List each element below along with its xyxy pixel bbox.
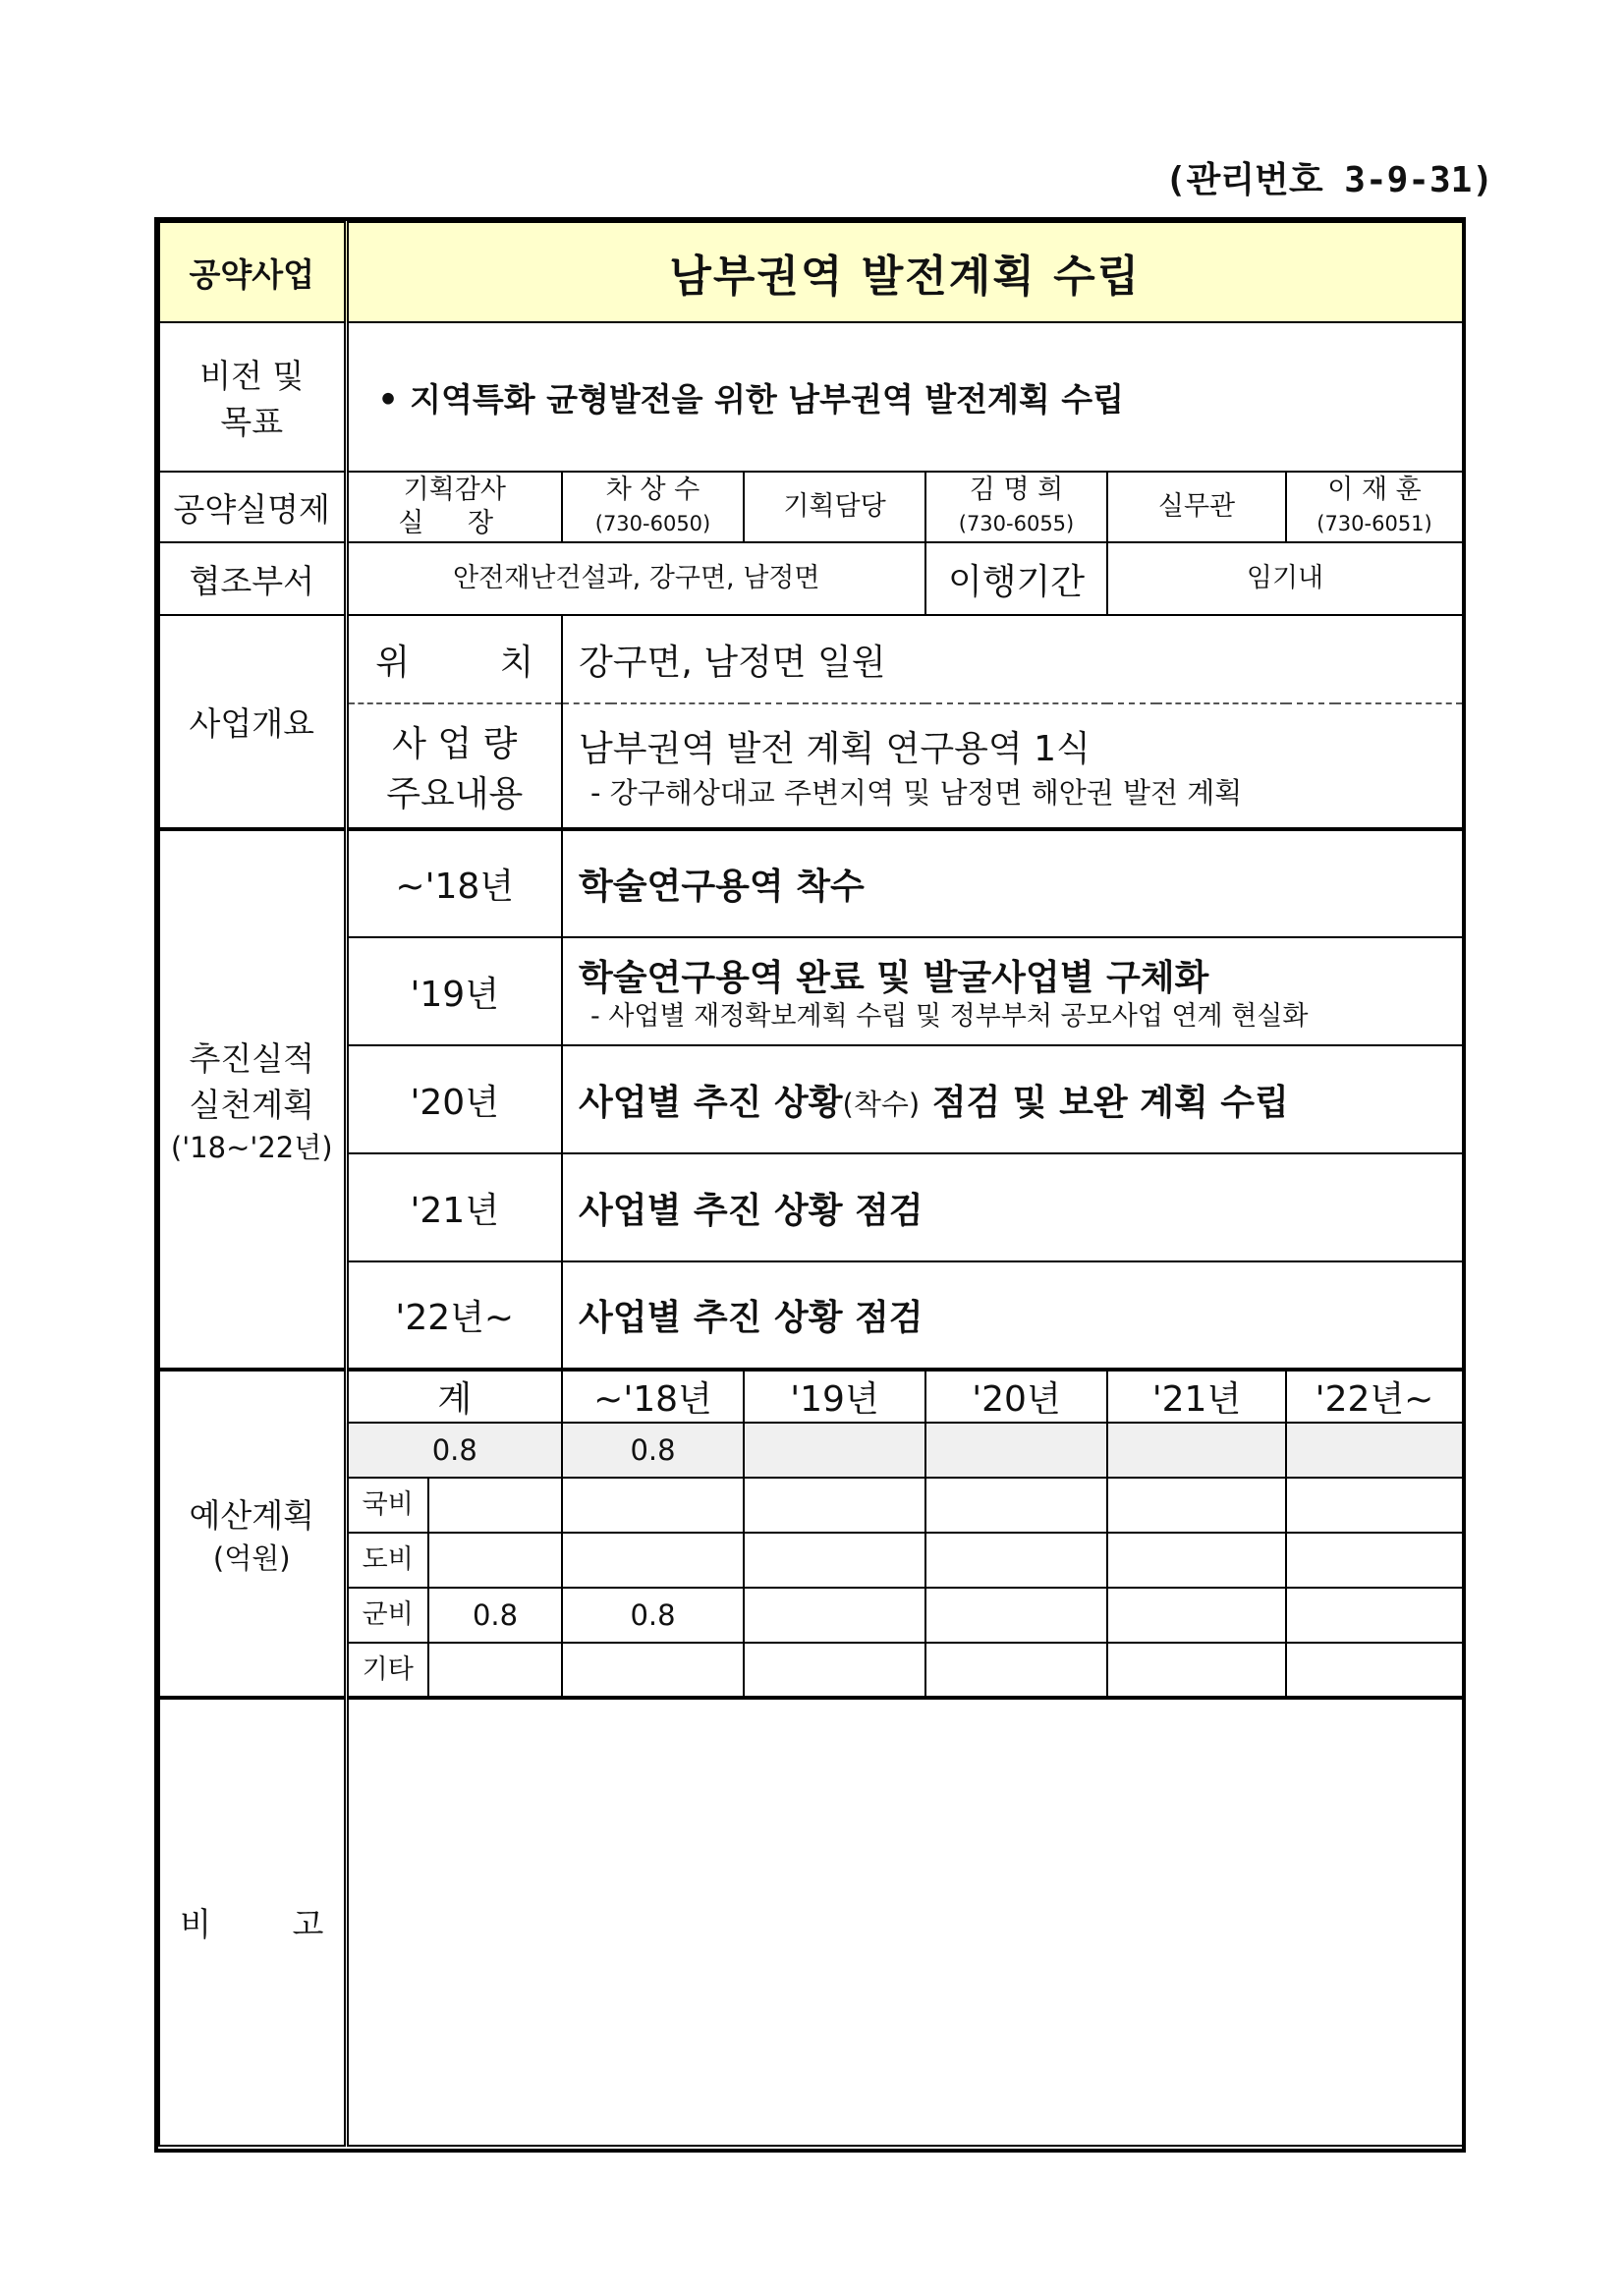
budget-header: ~'18년 <box>562 1370 744 1423</box>
budget-y22 <box>1286 1643 1463 1698</box>
scope-label <box>346 703 562 829</box>
budget-label-line1: 예산계획 <box>189 1496 314 1535</box>
responsibility-label: 공약실명제 <box>159 472 346 542</box>
budget-header: 계 <box>346 1370 562 1423</box>
progress-text <box>562 937 1463 1045</box>
manager-contact <box>562 472 744 542</box>
progress-year: ~'18년 <box>346 829 562 937</box>
progress-text-b: (착수) <box>842 1087 921 1121</box>
budget-total-sum: 0.8 <box>346 1423 562 1478</box>
overview-label: 사업개요 <box>159 615 346 829</box>
vision-label-line1: 비전 및 <box>199 357 305 395</box>
manager-title <box>346 472 562 542</box>
budget-y22 <box>1286 1478 1463 1533</box>
staff-contact <box>1286 472 1463 542</box>
budget-y20 <box>925 1588 1107 1643</box>
progress-year: '22년~ <box>346 1261 562 1370</box>
officer-name: 김 명 희 <box>969 475 1064 505</box>
staff-phone: (730-6051) <box>1316 512 1432 535</box>
budget-header: '19년 <box>744 1370 925 1423</box>
location-value: 강구면, 남정면 일원 <box>562 615 1463 703</box>
budget-y18 <box>562 1478 744 1533</box>
officer-contact <box>925 472 1107 542</box>
scope-value <box>562 703 1463 829</box>
progress-year: '20년 <box>346 1045 562 1153</box>
pledge-label: 공약사업 <box>159 222 346 322</box>
manager-phone: (730-6050) <box>594 512 711 535</box>
progress-year: '21년 <box>346 1153 562 1261</box>
budget-y22 <box>1286 1588 1463 1643</box>
progress-main-text: 학술연구용역 완료 및 발굴사업별 구체화 <box>579 957 1209 998</box>
scope-label-line2: 주요내용 <box>386 773 524 814</box>
cooperation-label: 협조부서 <box>159 542 346 615</box>
pledge-form <box>154 217 1466 2153</box>
budget-total-y22 <box>1286 1423 1463 1478</box>
scope-detail: - 강구해상대교 주변지역 및 남정면 해안권 발전 계획 <box>590 775 1243 810</box>
progress-text: 사업별 추진 상황 점검 <box>562 1261 1463 1370</box>
vision-label <box>159 322 346 472</box>
budget-total-y21 <box>1107 1423 1286 1478</box>
budget-source: 도비 <box>346 1533 428 1588</box>
budget-header: '22년~ <box>1286 1370 1463 1423</box>
remarks-content <box>346 1698 1463 2146</box>
budget-y19 <box>744 1478 925 1533</box>
budget-total-y20 <box>925 1423 1107 1478</box>
budget-y19 <box>744 1533 925 1588</box>
budget-y22 <box>1286 1533 1463 1588</box>
budget-y20 <box>925 1478 1107 1533</box>
progress-text-a: 사업별 추진 상황 <box>579 1082 843 1123</box>
staff-name: 이 재 훈 <box>1327 475 1422 505</box>
officer-phone: (730-6055) <box>958 512 1075 535</box>
management-number: (관리번호 3-9-31) <box>1164 160 1493 200</box>
budget-y18 <box>562 1643 744 1698</box>
budget-source: 국비 <box>346 1478 428 1533</box>
budget-total-y18: 0.8 <box>562 1423 744 1478</box>
budget-y21 <box>1107 1533 1286 1588</box>
budget-sum <box>428 1643 562 1698</box>
budget-header: '20년 <box>925 1370 1107 1423</box>
manager-title-line1: 기획감사 <box>403 475 506 505</box>
location-label-text: 위 치 <box>375 642 574 683</box>
progress-label-line3: ('18~'22년) <box>170 1130 333 1164</box>
progress-text: 사업별 추진 상황 점검 <box>562 1153 1463 1261</box>
budget-y19 <box>744 1643 925 1698</box>
progress-text <box>562 1045 1463 1153</box>
remarks-label <box>159 1698 360 2146</box>
budget-y18 <box>562 1533 744 1588</box>
progress-year: '19년 <box>346 937 562 1045</box>
scope-text: 남부권역 발전 계획 연구용역 1식 <box>579 728 1091 769</box>
period-label: 이행기간 <box>925 542 1107 615</box>
budget-y21 <box>1107 1478 1286 1533</box>
manager-name: 차 상 수 <box>605 475 700 505</box>
budget-label-line2: (억원) <box>212 1541 291 1575</box>
budget-y18: 0.8 <box>562 1588 744 1643</box>
budget-total-y19 <box>744 1423 925 1478</box>
budget-y20 <box>925 1643 1107 1698</box>
progress-text: 학술연구용역 착수 <box>562 829 1463 937</box>
budget-y20 <box>925 1533 1107 1588</box>
budget-source: 기타 <box>346 1643 428 1698</box>
progress-detail: - 사업별 재정확보계획 수립 및 정부부처 공모사업 연계 현실화 <box>590 1000 1309 1032</box>
remarks-label-text: 비 고 <box>180 1905 360 1943</box>
budget-source: 군비 <box>346 1588 428 1643</box>
bullet: • <box>377 379 399 419</box>
progress-text-c: 점검 및 보완 계획 수립 <box>920 1082 1289 1123</box>
location-label <box>346 615 574 703</box>
budget-header: '21년 <box>1107 1370 1286 1423</box>
vision-text: 지역특화 균형발전을 위한 남부권역 발전계획 수립 <box>410 379 1124 419</box>
budget-sum: 0.8 <box>428 1588 562 1643</box>
budget-y21 <box>1107 1588 1286 1643</box>
progress-label-line1: 추진실적 <box>189 1038 314 1078</box>
progress-label-line2: 실천계획 <box>189 1085 314 1124</box>
budget-sum <box>428 1478 562 1533</box>
budget-label <box>159 1370 346 1698</box>
budget-sum <box>428 1533 562 1588</box>
scope-label-line1: 사 업 량 <box>392 723 518 764</box>
pledge-title: 남부권역 발전계획 수립 <box>346 222 1463 322</box>
budget-y21 <box>1107 1643 1286 1698</box>
vision-goal <box>346 322 1463 472</box>
cooperation-depts: 안전재난건설과, 강구면, 남정면 <box>346 542 925 615</box>
pledge-table <box>158 221 1464 2147</box>
progress-label <box>159 829 346 1370</box>
period-value: 임기내 <box>1107 542 1463 615</box>
budget-y19 <box>744 1588 925 1643</box>
manager-title-line2: 실 장 <box>398 508 512 538</box>
vision-label-line2: 목표 <box>220 403 284 441</box>
staff-title: 실무관 <box>1107 472 1286 542</box>
officer-title: 기획담당 <box>744 472 925 542</box>
